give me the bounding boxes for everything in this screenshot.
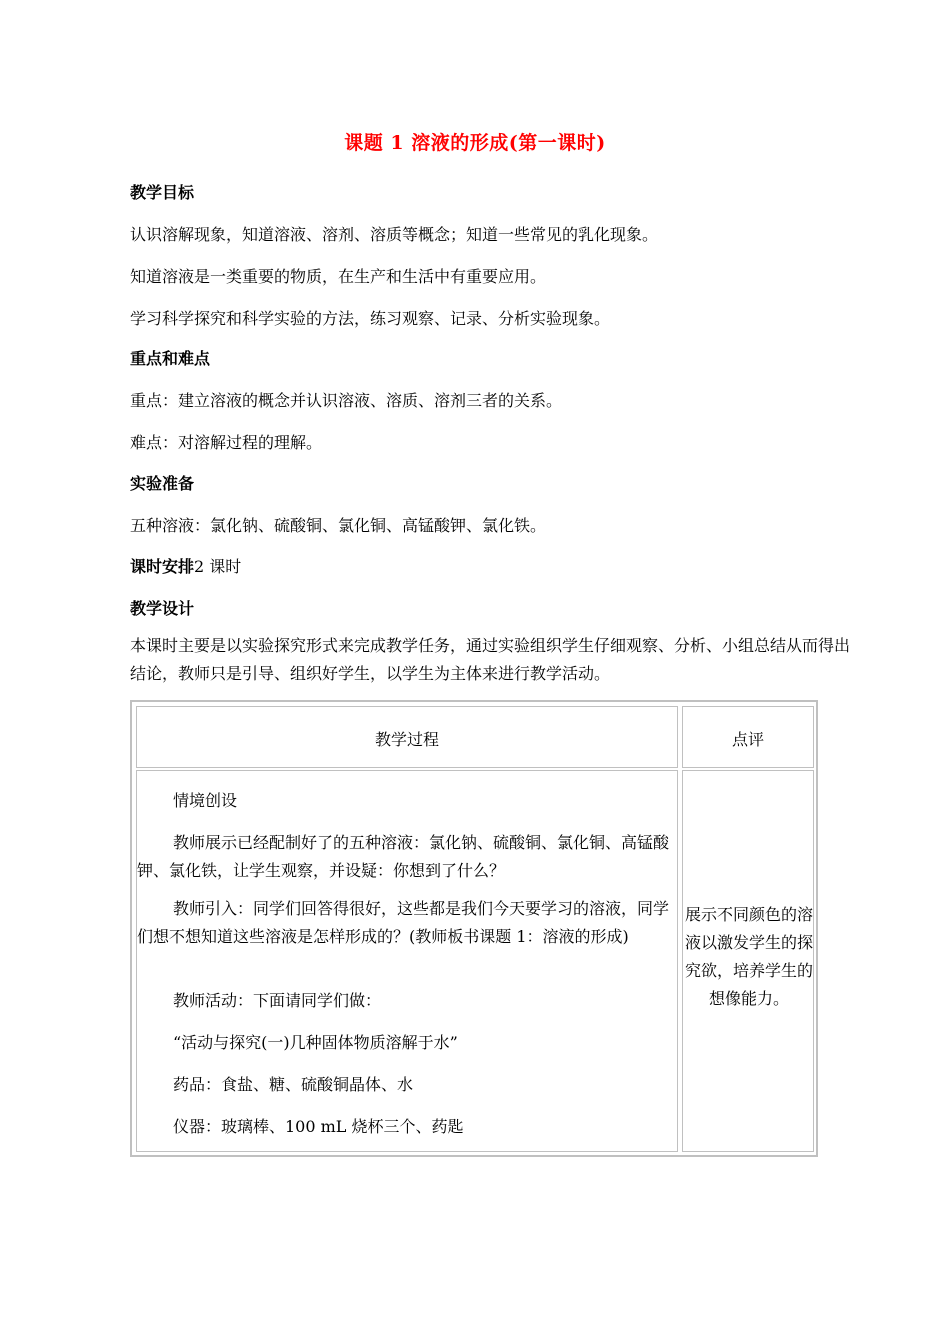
- process-cell: [136, 770, 678, 1152]
- key-point: 重点：建立溶液的概念并认识溶液、溶质、溶剂三者的关系。: [130, 391, 563, 410]
- comment-text: 展示不同颜色的溶液以激发学生的探究欲，培养学生的想像能力。: [684, 905, 813, 1008]
- key-points-heading: 重点和难点: [130, 349, 211, 368]
- objective-item: 知道溶液是一类重要的物质，在生产和生活中有重要应用。: [130, 267, 547, 286]
- process-line: 教师展示已经配制好了的五种溶液：氯化钠、硫酸铜、氯化铜、高锰酸钾、氯化铁，让学生观察，并设疑：你想到了什么？: [137, 833, 670, 880]
- process-line: 情境创设: [173, 791, 238, 810]
- header-process-cell: [136, 706, 678, 768]
- schedule-text: 2 课时: [194, 557, 242, 576]
- schedule-line: [130, 554, 241, 577]
- header-comment-cell: [682, 706, 814, 768]
- objectives-heading: 教学目标: [130, 183, 195, 202]
- page-title: 课题 1 溶液的形成(第一课时): [344, 132, 606, 154]
- difficult-point: 难点：对溶解过程的理解。: [130, 433, 323, 452]
- design-heading: 教学设计: [130, 599, 195, 618]
- process-line: 药品：食盐、糖、硫酸铜晶体、水: [173, 1075, 414, 1094]
- header-comment: 点评: [731, 730, 764, 749]
- schedule-heading: 课时安排: [130, 557, 195, 576]
- comment-cell: [682, 770, 814, 1152]
- lesson-table: [130, 700, 818, 1157]
- header-process: 教学过程: [374, 730, 439, 749]
- process-line: “活动与探究(一)几种固体物质溶解于水”: [173, 1033, 458, 1052]
- design-text: 本课时主要是以实验探究形式来完成教学任务，通过实验组织学生仔细观察、分析、小组总结从而得出结论，教师只是引导、组织好学生，以学生为主体来进行教学活动。: [130, 636, 851, 683]
- process-line: 仪器：玻璃棒、100 mL 烧杯三个、药匙: [173, 1117, 464, 1136]
- process-line: 教师引入：同学们回答得很好，这些都是我们今天要学习的溶液，同学们想不想知道这些溶液是怎样形成的？(教师板书课题 1：溶液的形成): [137, 899, 670, 946]
- process-line: 教师活动：下面请同学们做：: [173, 991, 382, 1010]
- objective-item: 学习科学探究和科学实验的方法，练习观察、记录、分析实验现象。: [130, 309, 611, 328]
- prep-heading: 实验准备: [130, 474, 195, 493]
- prep-text: 五种溶液：氯化钠、硫酸铜、氯化铜、高锰酸钾、氯化铁。: [130, 516, 547, 535]
- objective-item: 认识溶解现象，知道溶液、溶剂、溶质等概念；知道一些常见的乳化现象。: [130, 225, 659, 244]
